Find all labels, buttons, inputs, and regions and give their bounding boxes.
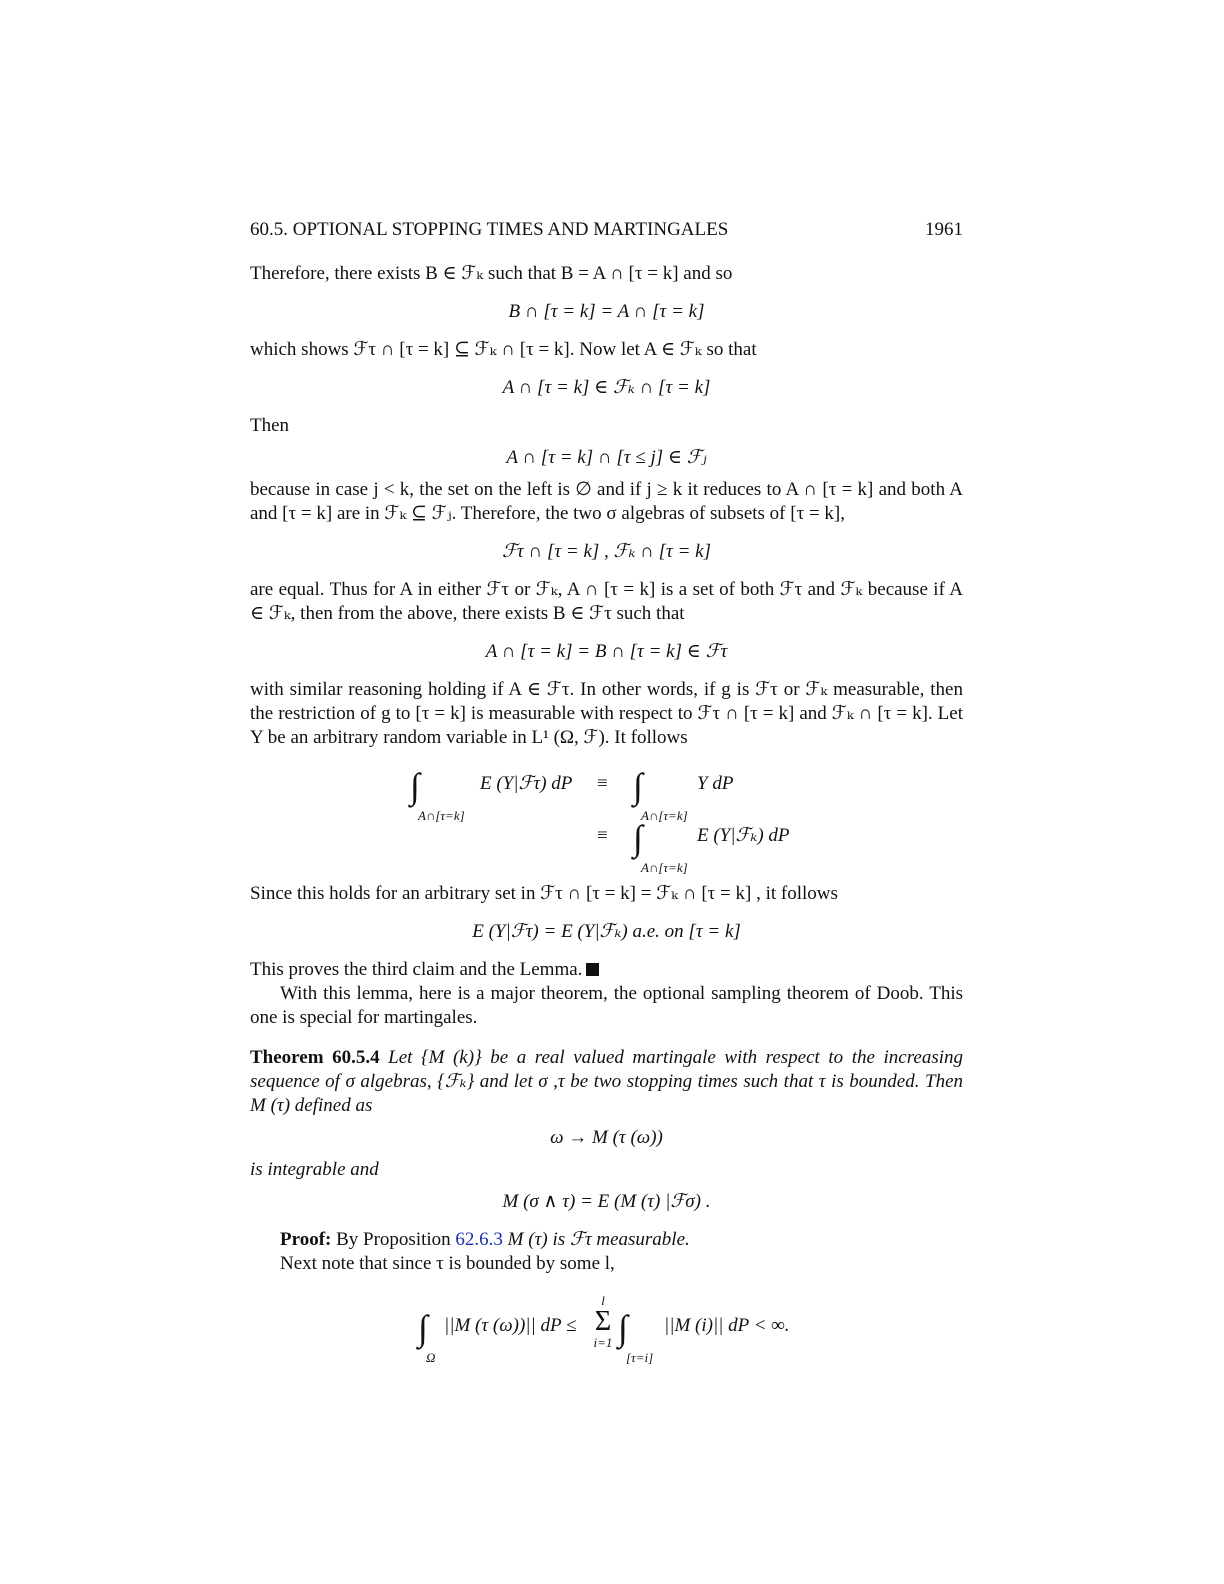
integral-row-1	[410, 766, 573, 823]
integrand: Y dP	[697, 773, 734, 794]
paragraph: Therefore, there exists B ∈ ℱₖ such that B = A ∩ [τ = k] and so	[250, 263, 733, 284]
paragraph: With this lemma, here is a major theorem, the optional sampling theorem of Doob. This one is special for martingales.	[250, 983, 963, 1028]
sum-upper-limit: l	[601, 1293, 605, 1308]
integral-domain: [τ=i]	[626, 1350, 654, 1365]
proof-text: M (τ) is ℱτ measurable.	[507, 1229, 690, 1250]
paragraph: are equal. Thus for A in either ℱτ or ℱₖ, A ∩ [τ = k] is a set of both ℱτ and ℱₖ because if A ∈ ℱₖ, then from the above, there exists B ∈ ℱτ such that	[250, 579, 963, 624]
integrand: E (Y|ℱτ) dP	[480, 773, 573, 794]
theorem-label: Theorem 60.5.4	[250, 1047, 380, 1068]
paragraph: Since this holds for an arbitrary set in ℱτ ∩ [τ = k] = ℱₖ ∩ [τ = k] , it follows	[250, 883, 838, 904]
integrand: E (Y|ℱₖ) dP	[697, 825, 790, 846]
summation	[592, 1294, 614, 1350]
integral-sign: ∫ A∩[τ=k]	[633, 768, 655, 804]
equiv-sign	[597, 772, 608, 796]
integral-domain: Ω	[426, 1350, 436, 1365]
integral-row-2-rhs	[633, 818, 790, 875]
display-equation: A ∩ [τ = k] ∩ [τ ≤ j] ∈ ℱⱼ	[506, 447, 707, 468]
display-equation: A ∩ [τ = k] = B ∩ [τ = k] ∈ ℱτ	[485, 641, 728, 662]
lhs-integral	[418, 1308, 577, 1365]
integrand: ||M (i)|| dP < ∞.	[664, 1315, 790, 1336]
integral-domain: A∩[τ=k]	[418, 808, 465, 823]
paragraph: which shows ℱτ ∩ [τ = k] ⊆ ℱₖ ∩ [τ = k]. Now let A ∈ ℱₖ so that	[250, 339, 757, 360]
proof-label: Proof:	[280, 1229, 332, 1250]
display-equation: M (σ ∧ τ) = E (M (τ) |ℱσ) .	[502, 1191, 711, 1212]
final-inequality	[250, 1293, 963, 1365]
display-equation: ℱτ ∩ [τ = k] , ℱₖ ∩ [τ = k]	[502, 541, 711, 562]
theorem-text-continued: is integrable and	[250, 1159, 379, 1180]
proposition-link[interactable]: 62.6.3	[455, 1229, 503, 1250]
sum-symbol: Σ	[594, 1306, 612, 1337]
integral-sign: ∫ Ω	[418, 1310, 440, 1346]
integral-sign: ∫ A∩[τ=k]	[633, 820, 655, 856]
display-equation: B ∩ [τ = k] = A ∩ [τ = k]	[508, 301, 705, 322]
integral-sign: ∫ [τ=i]	[618, 1310, 640, 1346]
integral-row-1-rhs	[633, 766, 734, 823]
sum-lower-limit: i=1	[593, 1335, 613, 1350]
running-header	[250, 218, 963, 242]
integral-domain: A∩[τ=k]	[641, 860, 688, 875]
display-equation: ω → M (τ (ω))	[550, 1127, 663, 1148]
integral-domain: A∩[τ=k]	[641, 808, 688, 823]
qed-square-icon	[586, 963, 599, 976]
theorem-text: Let {M (k)} be a real valued martingale with respect to the increasing sequence of σ algebras, {ℱₖ} and let σ ,τ be two stopping times such that τ is bounded. Then M (τ) defined as	[250, 1047, 963, 1116]
paragraph	[250, 958, 963, 982]
display-equation: E (Y|ℱτ) = E (Y|ℱₖ) a.e. on [τ = k]	[472, 921, 741, 942]
proof-line-2: Next note that since τ is bounded by some l,	[280, 1253, 615, 1274]
proof-paragraph	[250, 1228, 963, 1252]
integrand: ||M (τ (ω))|| dP ≤	[444, 1315, 577, 1336]
lemma-end-text: This proves the third claim and the Lemma.	[250, 959, 583, 980]
paragraph: Then	[250, 415, 290, 436]
paragraph: with similar reasoning holding if A ∈ ℱτ. In other words, if g is ℱτ or ℱₖ measurable, then the restriction of g to [τ = k] is measurable with respect to ℱτ ∩ [τ = k] and ℱₖ ∩ [τ = k]. Let Y be an arbitrary random variable in L¹ (Ω, ℱ). It follows	[250, 679, 963, 748]
theorem	[250, 1046, 963, 1118]
page-number: 1961	[925, 219, 963, 240]
equiv-symbol: ≡	[597, 825, 608, 846]
equiv-sign	[597, 824, 608, 848]
proof-text: By Proposition	[336, 1229, 451, 1250]
equiv-symbol: ≡	[597, 773, 608, 794]
rhs-integral	[618, 1308, 790, 1365]
integral-equation-block	[250, 764, 963, 875]
display-equation: A ∩ [τ = k] ∈ ℱₖ ∩ [τ = k]	[502, 377, 711, 398]
paragraph: because in case j < k, the set on the left is ∅ and if j ≥ k it reduces to A ∩ [τ = k] and both A and [τ = k] are in ℱₖ ⊆ ℱⱼ. Therefore, the two σ algebras of subsets of [τ = k],	[250, 479, 963, 524]
integral-sign: ∫ A∩[τ=k]	[410, 768, 432, 804]
section-title: 60.5. OPTIONAL STOPPING TIMES AND MARTINGALES	[250, 219, 729, 240]
page-content	[250, 218, 963, 1365]
